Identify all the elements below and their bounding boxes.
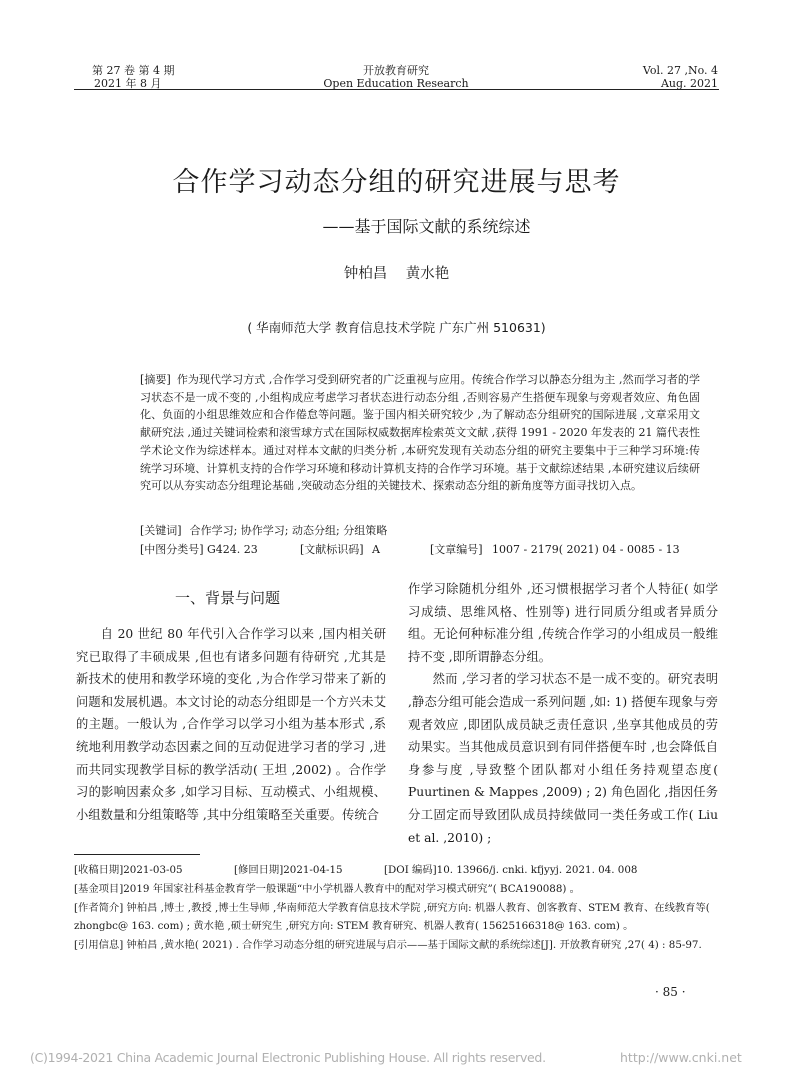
revised-date: [修回日期]2021-04-15 (234, 864, 343, 876)
keywords-text: 合作学习; 协作学习; 动态分组; 分组策略 (189, 524, 388, 537)
doc-value: A (372, 543, 380, 556)
abstract-label: [摘要] (140, 373, 171, 386)
doc-label: [文献标识码] (300, 543, 364, 556)
header-rule (74, 89, 719, 90)
author-names: 钟柏昌 黄水艳 (343, 266, 450, 282)
keywords (140, 524, 700, 538)
footnote-fund: [基金项目]2019 年国家社科基金教育学一般课题“中小学机器人教育中的配对学习模式研究”( BCA190088) 。 (74, 883, 580, 895)
footnote-citation: [引用信息] 钟柏昌 ,黄水艳( 2021) . 合作学习动态分组的研究进展与启示——基于国际文献的系统综述[J]. 开放教育研究 ,27( 4) : 85-97. (74, 939, 702, 951)
volume-cn: 第 27 卷 第 4 期 (92, 64, 175, 77)
doi-code: [DOI 编码]10. 13966/j. cnki. kfjyyj. 2021. 04. 008 (384, 864, 638, 876)
journal-en: Open Education Research (323, 77, 469, 90)
abstract-text: 作为现代学习方式 ,合作学习受到研究者的广泛重视与应用。传统合作学习以静态分组为主 ,然而学习者的学习状态不是一成不变的 ,小组构成应考虑学习者状态进行动态分组 ,否则容易产生搭便车现象与旁观者效应、角色固化、负面的小组思维效应和合作倦怠等问题。鉴于国内相关研究较少 ,为了解动态分组研究的国际进展 ,文章采用文献研究法 ,通过关键词检索和滚雪球方式在国际权威数据库检索英文文献 ,获得 1991 - 2020 年发表的 21 篇代表性学术论文作为综述样本。通过对样本文献的归类分析 ,本研究发现有关动态分组的研究主要集中于三种学习环境:传统学习环境、计算机支持的合作学习环境和移动计算机支持的合作学习环境。基于文献综述结果 ,本研究建议后续研究可以从夯实动态分组理论基础 ,突破动态分组的关键技术、探索动态分组的新角度等方面寻找切入点。 (140, 373, 700, 493)
clc-value: G424. 23 (207, 543, 258, 556)
page-subtitle: ——基于国际文献的系统综述 (322, 217, 531, 236)
volume-en: Vol. 27 ,No. 4 (642, 64, 718, 77)
header-volume-en (600, 64, 718, 90)
right-paragraph: 然而 ,学习者的学习状态不是一成不变的。研究表明 ,静态分组可能会造成一系列问题 ,如: 1) 搭便车现象与旁观者效应 ,即团队成员缺乏责任意识 ,坐享其他成员的劳动果实。当其他成员意识到有同伴搭便车时 ,也会降低自身参与度 ,导致整个团队都对小组任务持观望态度( Puurtinen & Mappes ,2009) ; 2) 角色固化 ,指因任务分工固定而导致团队成员持续做同一类任务或工作( Liu et al. ,2010) ; (408, 672, 718, 845)
article-label: [文章编号] (430, 543, 483, 556)
left-paragraph: 自 20 世纪 80 年代引入合作学习以来 ,国内相关研究已取得了丰硕成果 ,但也有诸多问题有待研究 ,尤其是新技术的使用和教学环境的变化 ,为合作学习带来了新的问题和发展机遇。本文讨论的动态分组即是一个方兴未艾的主题。一般认为 ,合作学习以学习小组为基本形式 ,系统地利用教学动态因素之间的互动促进学习者的学习 ,进而共同实现教学目标的教学活动( 王坦 ,2002) 。合作学习的影响因素众多 ,如学习目标、互动模式、小组规模、小组数量和分组策略等 ,其中分组策略至关重要。传统合 (76, 627, 386, 822)
keywords-label: [关键词] (140, 524, 182, 537)
date-cn: 2021 年 8 月 (94, 77, 162, 90)
footnote-author-bio: [作者简介] 钟柏昌 ,博士 ,教授 ,博士生导师 ,华南师范大学教育信息技术学院 ,研究方向: 机器人教育、创客教育、STEM 教育、在线教育等( zhongbc@ 163. com) ; 黄水艳 ,硕士研究生 ,研究方向: STEM 教育研究、机器人教育( 15625166318@ 163. com) 。 (74, 902, 710, 932)
section-heading: 一、背景与问题 (175, 589, 281, 607)
journal-cn: 开放教育研究 (363, 64, 429, 77)
page-title: 合作学习动态分组的研究进展与思考 (172, 167, 621, 198)
right-column (408, 578, 718, 849)
date-en: Aug. 2021 (660, 77, 718, 90)
abstract (140, 371, 700, 495)
footnote-rule (74, 854, 200, 855)
article-value: 1007 - 2179( 2021) 04 - 0085 - 13 (492, 543, 680, 556)
right-paragraph-continued: 作学习除随机分组外 ,还习惯根据学习者个人特征( 如学习成绩、思维风格、性别等) 进行同质分组或者异质分组。无论何种标准分组 ,传统合作学习的小组成员一般维持不变 ,即所谓静态分组。 (408, 582, 718, 664)
clc-label: [中图分类号] (140, 543, 204, 556)
left-column (76, 623, 386, 826)
page-number: · 85 · (655, 985, 686, 999)
watermark-url: http://www.cnki.net (620, 1050, 742, 1065)
header-volume-cn (92, 64, 174, 90)
footnote-dates (74, 862, 719, 880)
received-date: [收稿日期]2021-03-05 (74, 864, 183, 876)
header-journal (296, 64, 496, 90)
watermark-copyright: (C)1994-2021 China Academic Journal Electronic Publishing House. All rights reserved. (30, 1050, 546, 1065)
author-affiliation: ( 华南师范大学 教育信息技术学院 广东广州 510631) (247, 320, 546, 335)
